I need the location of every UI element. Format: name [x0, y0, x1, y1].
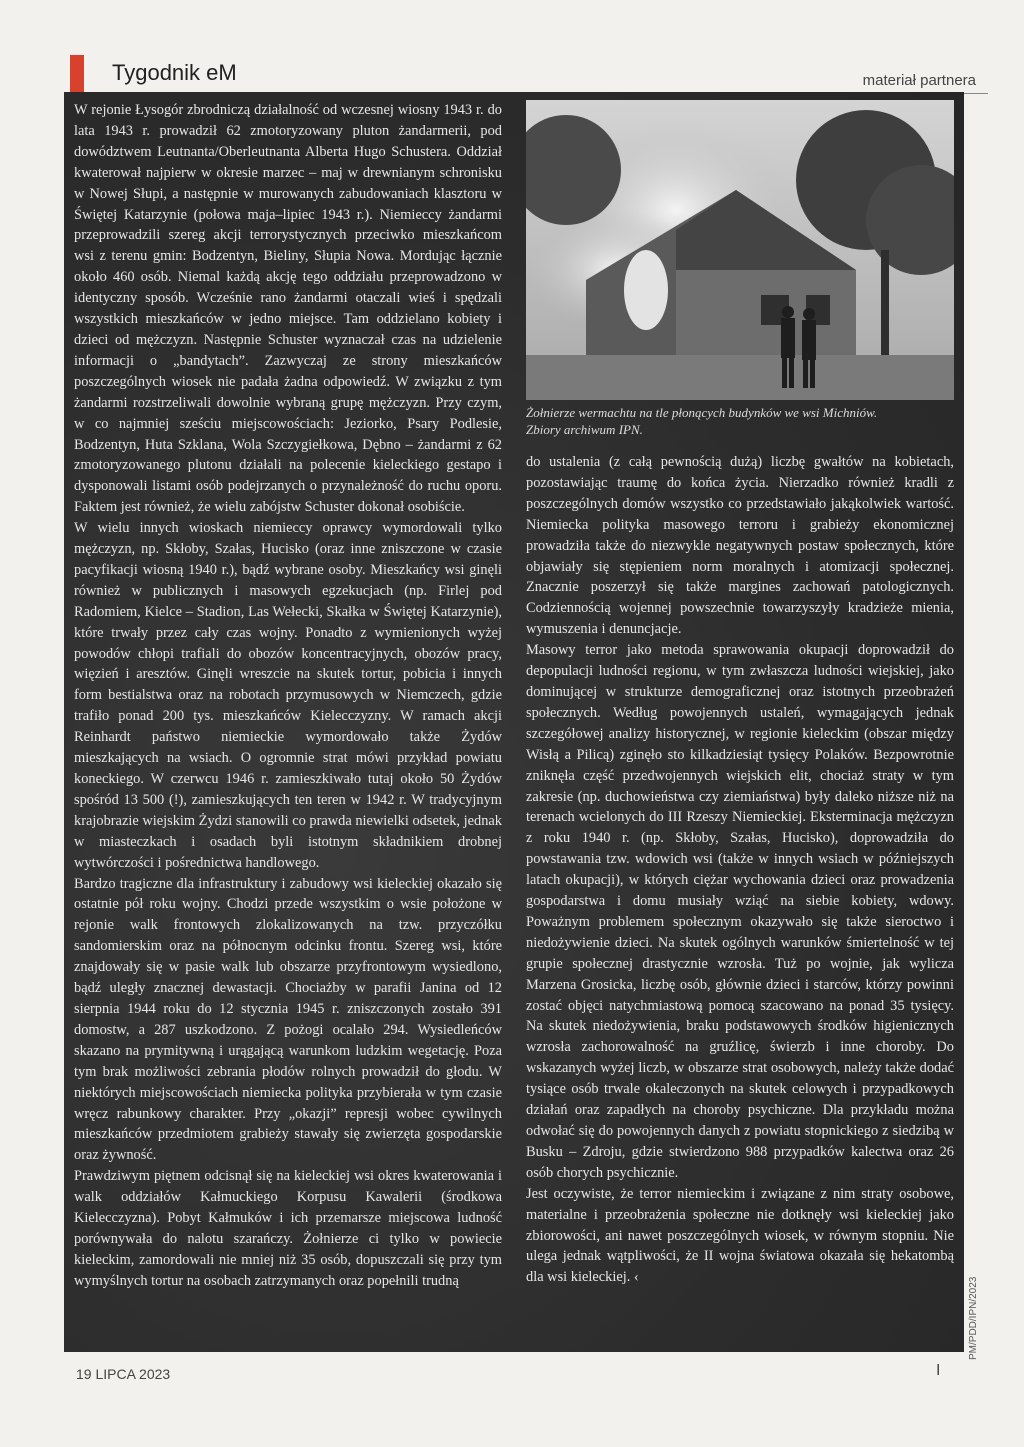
masthead-title: Tygodnik eM	[112, 60, 237, 85]
paragraph: W rejonie Łysogór zbrodniczą działalność od wczesnej wiosny 1943 r. do lata 1943 r. prowadził 62 zmotoryzowany pluton żandarmerii, pod dowództwem Leutnanta/Oberleutnanta Alberta Hugo Schustera. Oddział kwaterował najpierw w okresie marzec – maj w drewnianym schronisku w Nowej Słupi, a następnie w murowanych zabudowaniach klasztoru w Świętej Katarzynie (połowa maja–lipiec 1943 r.). Niemieccy żandarmi przeprowadzili szereg akcji terrorystycznych przeciwko mieszkańcom wsi z terenu gmin: Bodzentyn, Bieliny, Słupia Nowa. Mordując łącznie około 460 osób. Niemal każdą akcję tego oddziału przeprowadzono w identyczny sposób. Wcześnie rano żandarmi otaczali wieś i spędzali wszystkich mieszkańców w jedno miejsce. Tam oddzielano kobiety i dzieci od mężczyzn. Następnie Schuster wyznaczał czas na udzielenie informacji o „bandytach”. Zazwyczaj ze strony mieszkańców poszczególnych wiosek nie padała żadna odpowiedź. W związku z tym żandarmi rozstrzeliwali dowolnie wybraną grupę mężczyzn. Przy czym, w co najmniej sześciu miejscowościach: Jeziorko, Psary Podlesie, Bodzentyn, Huta Szklana, Wola Szczygiełkowa, Dębno – żandarmi z 62 zmotoryzowanego plutonu działali na polecenie kieleckiego gestapo i dysponowali listami osób podejrzanych o przynależność do ruchu oporu. Faktem jest również, że wielu zabójstw Schuster dokonał osobiście.	[74, 102, 502, 516]
article-photo	[526, 100, 954, 400]
paragraph-text: Jest oczywiste, że terror niemieckim i związane z nim straty osobowe, materialne i przeobrażenia społeczne nie dotknęły wsi kieleckiej jako zbiorowości, ani nawet poszczególnych wiosek, w równym stopniu. Nie ulega jednak wątpliwości, że II wojna światowa okazała się hekatombą dla wsi kieleckiej.	[526, 1185, 954, 1286]
article-column-left	[74, 100, 502, 1292]
partner-label: materiał partnera	[862, 72, 976, 89]
side-credit: PM/PDD/IPN/2023	[968, 1276, 979, 1360]
paragraph	[526, 1184, 954, 1289]
burning-house-photo	[526, 100, 954, 400]
masthead-accent-bar	[70, 55, 84, 93]
page-number: I	[936, 1362, 941, 1379]
caption-line: Żołnierze wermachtu na tle płonących budynków we wsi Michniów.	[526, 405, 878, 420]
paragraph: Bardzo tragiczne dla infrastruktury i zabudowy wsi kieleckiej okazało się ostatnie pół roku wojny. Chodzi przede wszystkim o wsie położone w rejonie walk frontowych zlokalizowanych na tzw. przyczółku sandomierskim oraz na północnym odcinku frontu. Szereg wsi, które znajdowały się w pasie walk lub obszarze przyfrontowym wysiedlono, bądź uległy znacznej dewastacji. Chociażby w parafii Janina od 12 sierpnia 1944 roku do 12 stycznia 1945 r. zniszczonych zostało 391 domostw, a 287 uszkodzono. Z pożogi ocalało 294. Wysiedleńców skazano na prymitywną i urągającą warunkom ludzkim wegetację. Poza tym brak możliwości zebrania płodów rolnych prowadził do głodu. W niektórych miejscowościach niemiecka polityka przybierała w tym czasie wręcz rabunkowy charakter. Przy „okazji” represji wobec cywilnych mieszkańców przedmiotem grabieży stawały się zwierzęta gospodarskie oraz żywność.	[74, 875, 502, 1164]
end-mark: ‹	[633, 1269, 639, 1286]
article-column-right	[526, 452, 954, 1288]
caption-line: Zbiory archiwum IPN.	[526, 422, 643, 437]
paragraph: W wielu innych wioskach niemieccy oprawcy wymordowali tylko mężczyzn, np. Skłoby, Szałas, Hucisko (oraz inne zniszczone w czasie pacyfikacji wiosną 1940 r.), bądź wybrane osoby. Mieszkańcy wsi ginęli również w publicznych i masowych egzekucjach (np. Firlej pod Radomiem, Kielce – Stadion, Las Wełecki, Skałka w Świętej Katarzynie), które trwały przez cały czas wojny. Ponadto z wymienionych wyżej powodów chłopi trafiali do obozów koncentracyjnych, obozów pracy, więzień i aresztów. Ginęli wreszcie na skutek tortur, pobicia i innych form bestialstwa oraz na robotach przymusowych w Niemczech, gdzie trafiło ponad 200 tys. mieszkańców Kielecczyzny. W ramach akcji Reinhardt państwo niemieckie wymordowało także Żydów mieszkających na wsiach. O ogromnie strat mówi przykład powiatu koneckiego. W czerwcu 1946 r. zamieszkiwało tutaj około 50 Żydów spośród 13 500 (!), zamieszkujących ten teren w 1942 r. W tradycyjnym krajobrazie wiejskim Żydzi stanowili co prawda niewielki odsetek, jednak w miasteczkach i osadach byli istotnym składnikiem drobnej wytwórczości i pośrednictwa handlowego.	[74, 520, 502, 871]
issue-date: 19 LIPCA 2023	[76, 1366, 171, 1382]
photo-caption	[526, 404, 954, 438]
paragraph: do ustalenia (z całą pewnością dużą) liczbę gwałtów na kobietach, pozostawiając traumę do końca życia. Nierzadko również kradli z poszczególnych domów wszystko co przedstawiało jakąkolwiek wartość. Niemiecka polityka masowego terroru i grabieży ekonomicznej prowadziła także do niezwykle negatywnych postaw społecznych, które objawiały się stępieniem norm moralnych i atomizacji społecznej. Znacznie poszerzył się także margines zachowań patologicznych. Codziennością wojennej powszechnie towarzyszyły kradzieże mienia, wymuszenia i denuncjacje.	[526, 454, 954, 638]
paragraph: Prawdziwym piętnem odcisnął się na kieleckiej wsi okres kwaterowania i walk oddziałów Kałmuckiego Korpusu Kawalerii (środkowa Kielecczyzna). Pobyt Kałmuków i ich przemarsze miejscowa ludność porównywała do nalotu szarańczy. Żołnierze ci tylko w powiecie kieleckim, zamordowali nie mniej niż 35 osób, dopuszczali się przy tym wymyślnych tortur na osobach zatrzymanych oraz popełnili trudną	[74, 1168, 502, 1289]
paragraph: Masowy terror jako metoda sprawowania okupacji doprowadził do depopulacji ludności regionu, w tym zwłaszcza ludności wiejskiej, jako dominującej w strukturze demograficznej oraz istotnych przeobrażeń społecznych. Według powojennych ustaleń, wymagających jednak szczegółowej analizy historycznej, w regionie kieleckim (obszar między Wisłą a Pilicą) zginęło sto kilkadziesiąt tysięcy Polaków. Bezpowrotnie zniknęła część przedwojennych wiejskich elit, chociaż straty w tym zakresie (np. duchowieństwa czy ziemiaństwa) były daleko niższe niż na terenach wcielonych do III Rzeszy Niemieckiej. Eksterminacja mężczyzn z roku 1940 r. (np. Skłoby, Szałas, Hucisko), doprowadziła do powstawania tzw. wdowich wsi (także w innych wsiach w późniejszych latach okupacji), w których ciężar wychowania dzieci oraz prowadzenia gospodarstwa i domu musiały wziąć na siebie kobiety, wdowy. Poważnym problemem społecznym okazywało się także sieroctwo i niedożywienie dzieci. Na skutek ogólnych warunków śmiertelność w tej grupie społecznej drastycznie wzrosła. Tuż po wojnie, jak wylicza Marzena Grosicka, liczbę osób, głównie dzieci i starców, którzy powinni zostać objęci natychmiastową pomocą szacowano na ponad 35 tysięcy. Na skutek niedożywienia, braku podstawowych środków higienicznych wzrosła zachorowalność na gruźlicę, świerzb i inne choroby. Do wskazanych wyżej liczb, w obszarze strat osobowych, należy także dodać tysiące osób trwale okaleczonych na skutek celowych i przypadkowych działań oraz zapadłych na choroby psychiczne. Dla przykładu można odwołać się do powojennych danych z powiatu stopnickiego z siedzibą w Busku – Zdroju, gdzie stwierdzono 988 przypadków kalectwa oraz 26 osób chorych psychicznie.	[526, 642, 954, 1181]
